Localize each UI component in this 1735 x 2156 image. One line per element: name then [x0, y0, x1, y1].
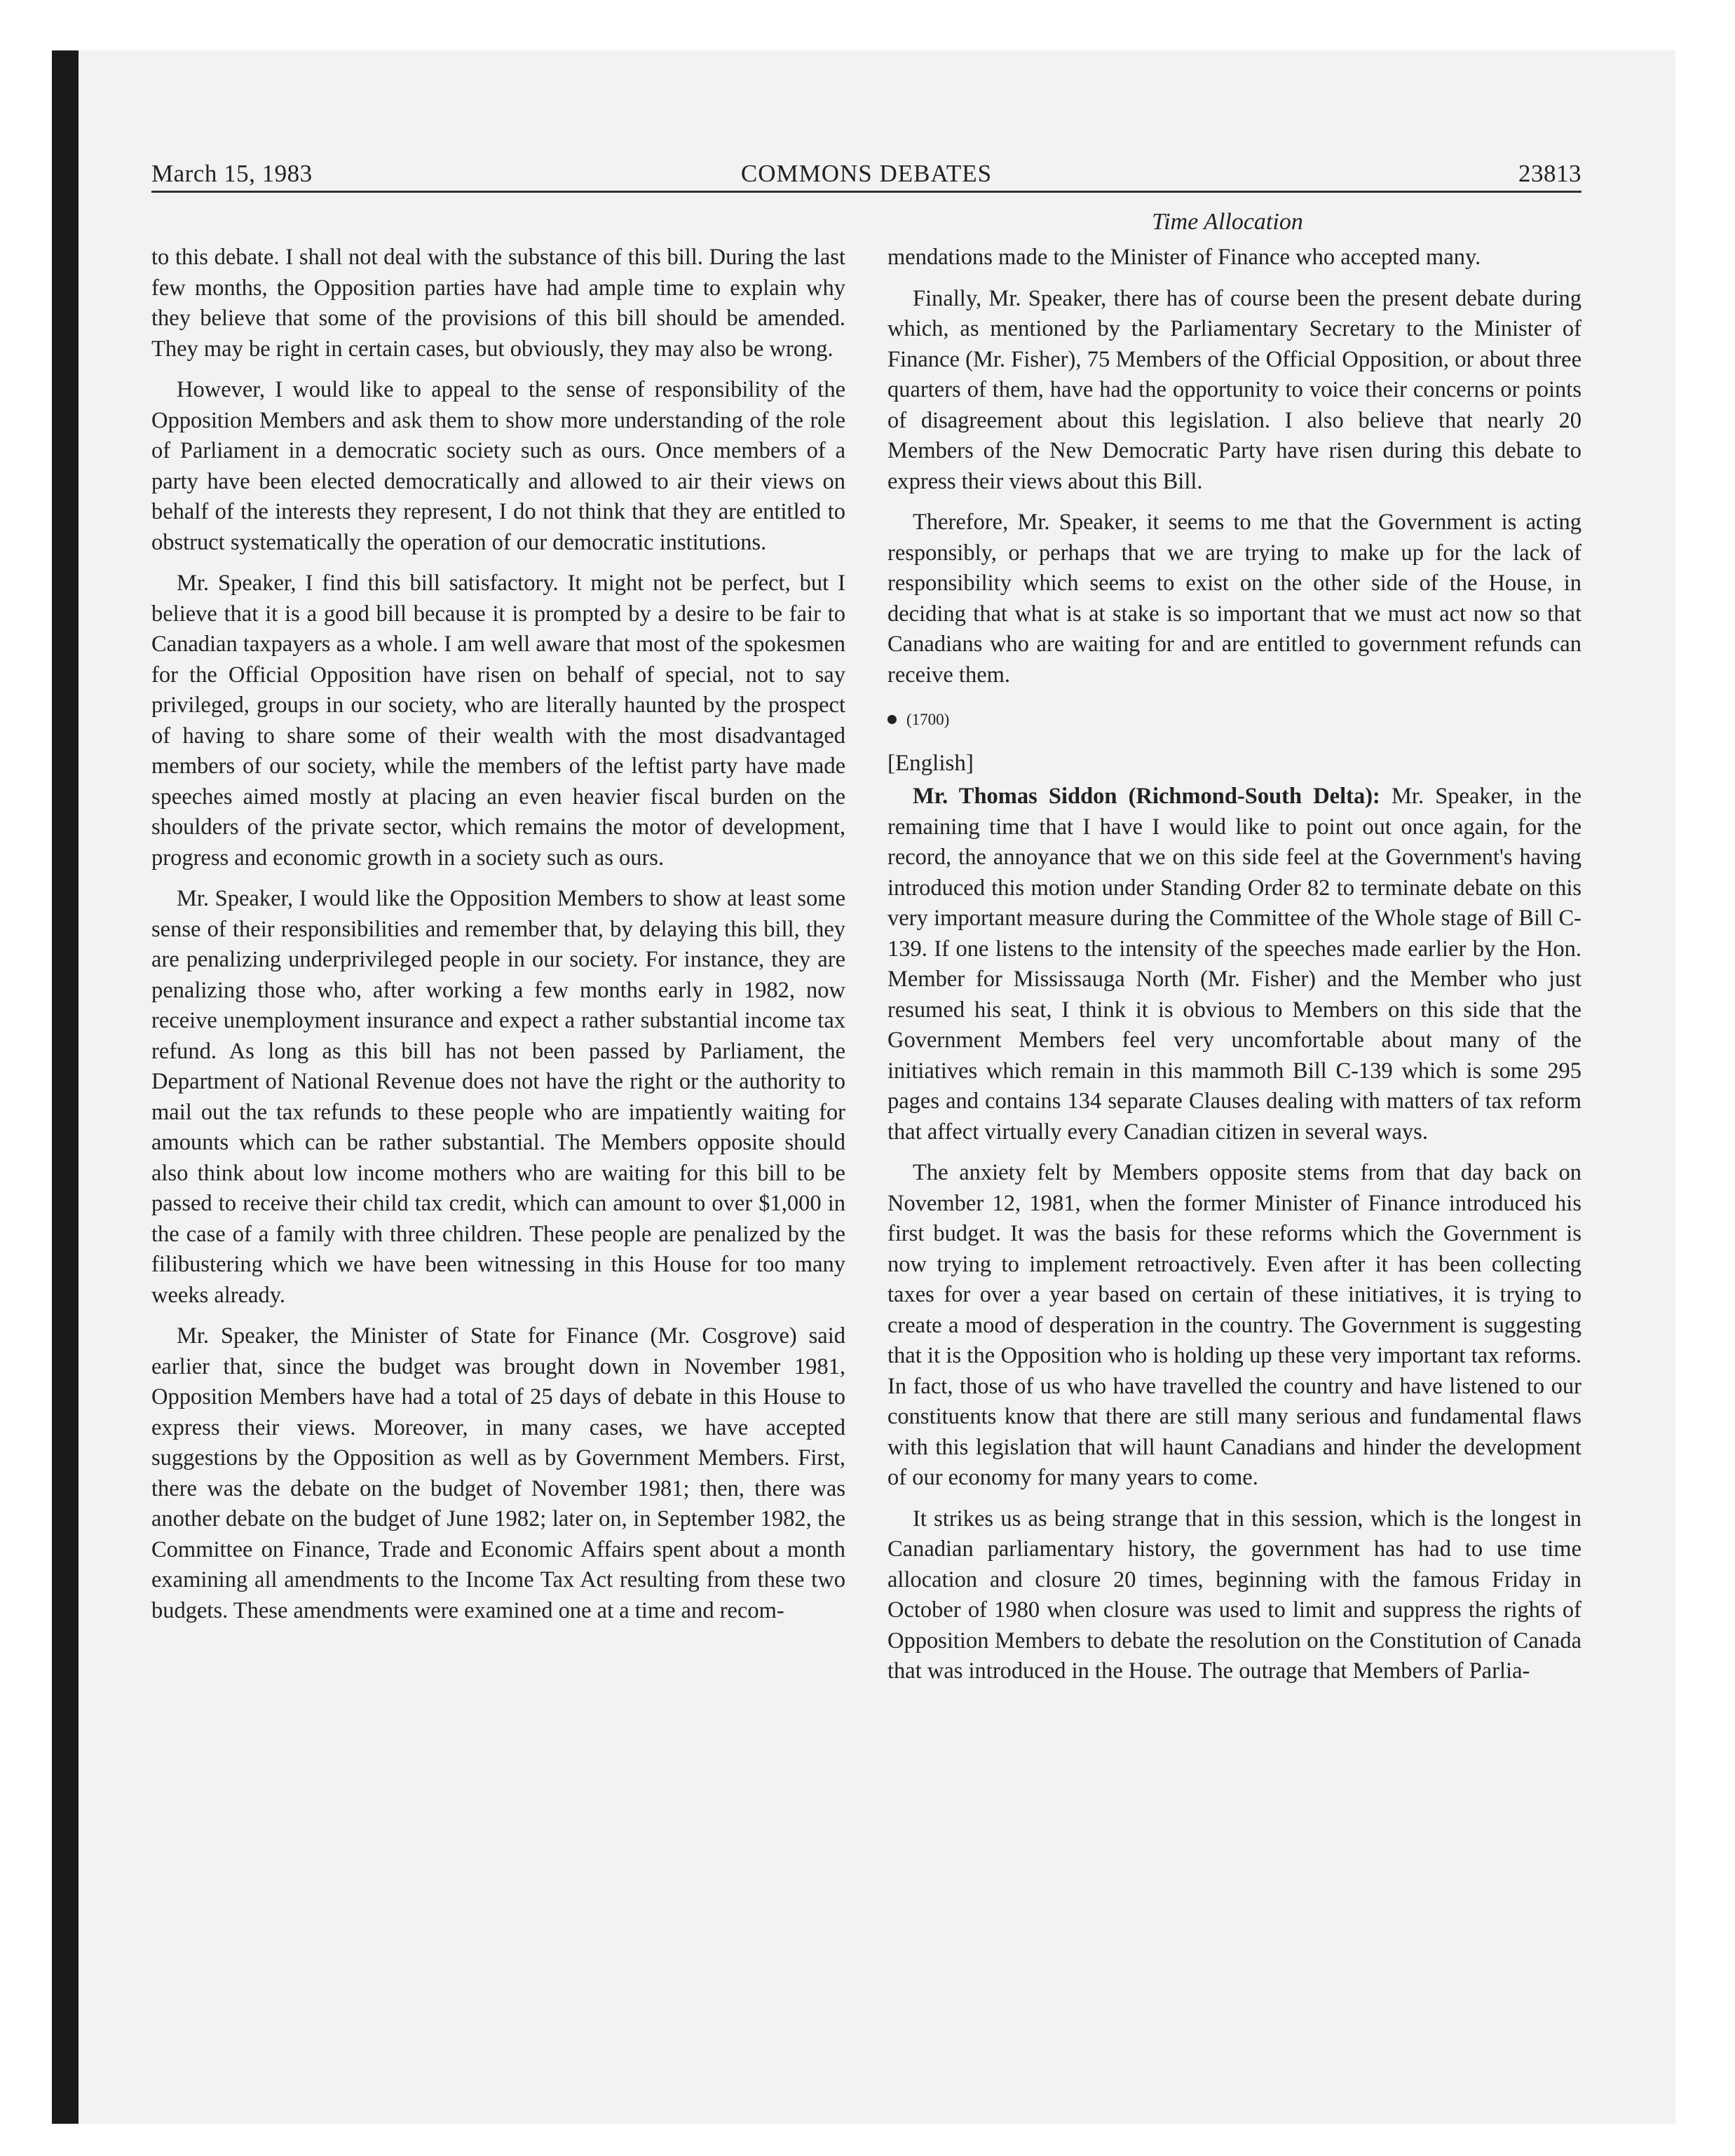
paragraph: Therefore, Mr. Speaker, it seems to me that the Government is acting responsibly, or perhaps that we are trying to make up for the lack of responsibility which seems to exist on the other side of the House, in deciding that what is at stake is so important that we must act now so that Canadians who are waiting for and are entitled to government refunds can receive them.	[887, 510, 1581, 688]
header-date: March 15, 1983	[151, 160, 313, 187]
running-head	[151, 157, 1581, 193]
paragraph: It strikes us as being strange that in this session, which is the longest in Canadian parliamentary history, the government has had to use time allocation and closure 20 times, beginning with the famous Friday in October of 1980 when closure was used to limit and suppress the rights of Opposition Members to debate the resolution on the Constitution of Canada that was introduced in the House. The outrage that Members of Parlia-	[887, 1506, 1581, 1684]
paragraph: Mr. Speaker, I find this bill satisfactory. It might not be perfect, but I believe that it is a good bill because it is prompted by a desire to be fair to Canadian taxpayers as a whole. I am well aware that most of the spokesmen for the Official Opposition have risen on behalf of special, not to say privileged, groups in our society, who are literally haunted by the prospect of having to share some of their wealth with the most disadvantaged members of our society, while the members of the leftist party have made speeches aimed mostly at placing an even heavier fiscal burden on the shoulders of the private sector, which remains the motor of development, progress and economic growth in a society such as ours.	[151, 571, 845, 871]
paragraph: mendations made to the Minister of Finance who accepted many.	[887, 245, 1481, 270]
header-publication: COMMONS DEBATES	[740, 160, 993, 187]
paragraph: Mr. Speaker, the Minister of State for Finance (Mr. Cosgrove) said earlier that, since the budget was brought down in November 1981, Opposition Members have had a total of 25 days of debate in this House to express their views. Moreover, in many cases, we have accepted suggestions by the Opposition as well as by Government Members. First, there was the debate on the budget of November 1981; then, there was another debate on the budget of June 1982; later on, in September 1982, the Committee on Finance, Trade and Economic Affairs spent about a month examining all amendments to the Income Tax Act resulting from these two budgets. These amendments were examined one at a time and recom-	[151, 1323, 845, 1623]
time-marker-text: (1700)	[906, 711, 950, 728]
paragraph: The anxiety felt by Members opposite stems from that day back on November 12, 1981, when the former Minister of Finance introduced his first budget. It was the basis for these reforms which the Government is now trying to implement retroactively. Even after it has been collecting taxes for over a year based on certain of these initiatives, it is trying to create a mood of desperation in the country. The Government is suggesting that it is the Opposition who is holding up these very important tax reforms. In fact, those of us who have travelled the country and have listened to our constituents know that there are still many serious and fundamental flaws with this legislation that will haunt Canadians and hinder the development of our economy for many years to come.	[887, 1160, 1581, 1490]
bullet-icon	[887, 715, 897, 724]
paragraph: However, I would like to appeal to the sense of responsibility of the Opposition Members and ask them to show more understanding of the role of Parliament in a democratic society such as ours. Once members of a party have been elected democratically and allowed to air their views on behalf of the interests they represent, I do not think that they are entitled to obstruct systematically the operation of our democratic institutions.	[151, 377, 845, 555]
right-column	[887, 243, 1581, 1698]
paragraph: Mr. Speaker, I would like the Opposition Members to show at least some sense of their responsibilities and remember that, by delaying this bill, they are penalizing underprivileged people in our society. For instance, they are penalizing those who, after working a few months early in 1982, now receive unemployment insurance and expect a rather substantial income tax refund. As long as this bill has not been passed by Parliament, the Department of National Revenue does not have the right or the authority to mail out the tax refunds to these people who are impatiently waiting for amounts which can be rather substantial. The Members opposite should also think about low income mothers who are waiting for this bill to be passed to receive their child tax credit, which can amount to over $1,000 in the case of a family with three children. These people are penalized by the filibustering which we have been witnessing in this House for too many weeks already.	[151, 886, 845, 1308]
paragraph: to this debate. I shall not deal with the substance of this bill. During the last few months, the Opposition parties have had ample time to explain why they believe that some of the provisions of this bill should be amended. They may be right in certain cases, but obviously, they may also be wrong.	[151, 245, 845, 362]
speech-opening: Mr. Speaker, in the remaining time that I have I would like to point out once again, for the record, the annoyance that we on this side feel at the Government's having introduced this motion under Standing Order 82 to terminate debate on this very important measure during the Committee of the Whole stage of Bill C-139. If one listens to the intensity of the speeches made earlier by the Hon. Member for Mississauga North (Mr. Fisher) and the Member who just resumed his seat, I think it is obvious to Members on this side that the Government Members feel very uncomfortable about many of the initiatives which remain in this mammoth Bill C-139 which is some 295 pages and contains 134 separate Clauses dealing with matters of tax reform that affect virtually every Canadian citizen in several ways.	[887, 784, 1581, 1145]
scan-edge	[52, 50, 79, 2124]
language-marker-text: [English]	[887, 751, 974, 776]
speech-paragraph	[887, 782, 1581, 1147]
language-marker	[887, 748, 1581, 779]
speaker-name: Mr. Thomas Siddon (Richmond-South Delta):	[913, 784, 1380, 809]
paragraph: Finally, Mr. Speaker, there has of course been the present debate during which, as mentioned by the Parliamentary Secretary to the Minister of Finance (Mr. Fisher), 75 Members of the Official Opposition, or about three quarters of them, have had the opportunity to voice their concerns or points of disagreement about this legislation. I also believe that nearly 20 Members of the New Democratic Party have risen during this debate to express their views about this Bill.	[887, 285, 1581, 494]
left-column	[151, 243, 845, 1637]
time-marker	[887, 706, 1581, 734]
header-page-number: 23813	[1518, 160, 1581, 187]
subject-heading: Time Allocation	[1152, 209, 1303, 235]
